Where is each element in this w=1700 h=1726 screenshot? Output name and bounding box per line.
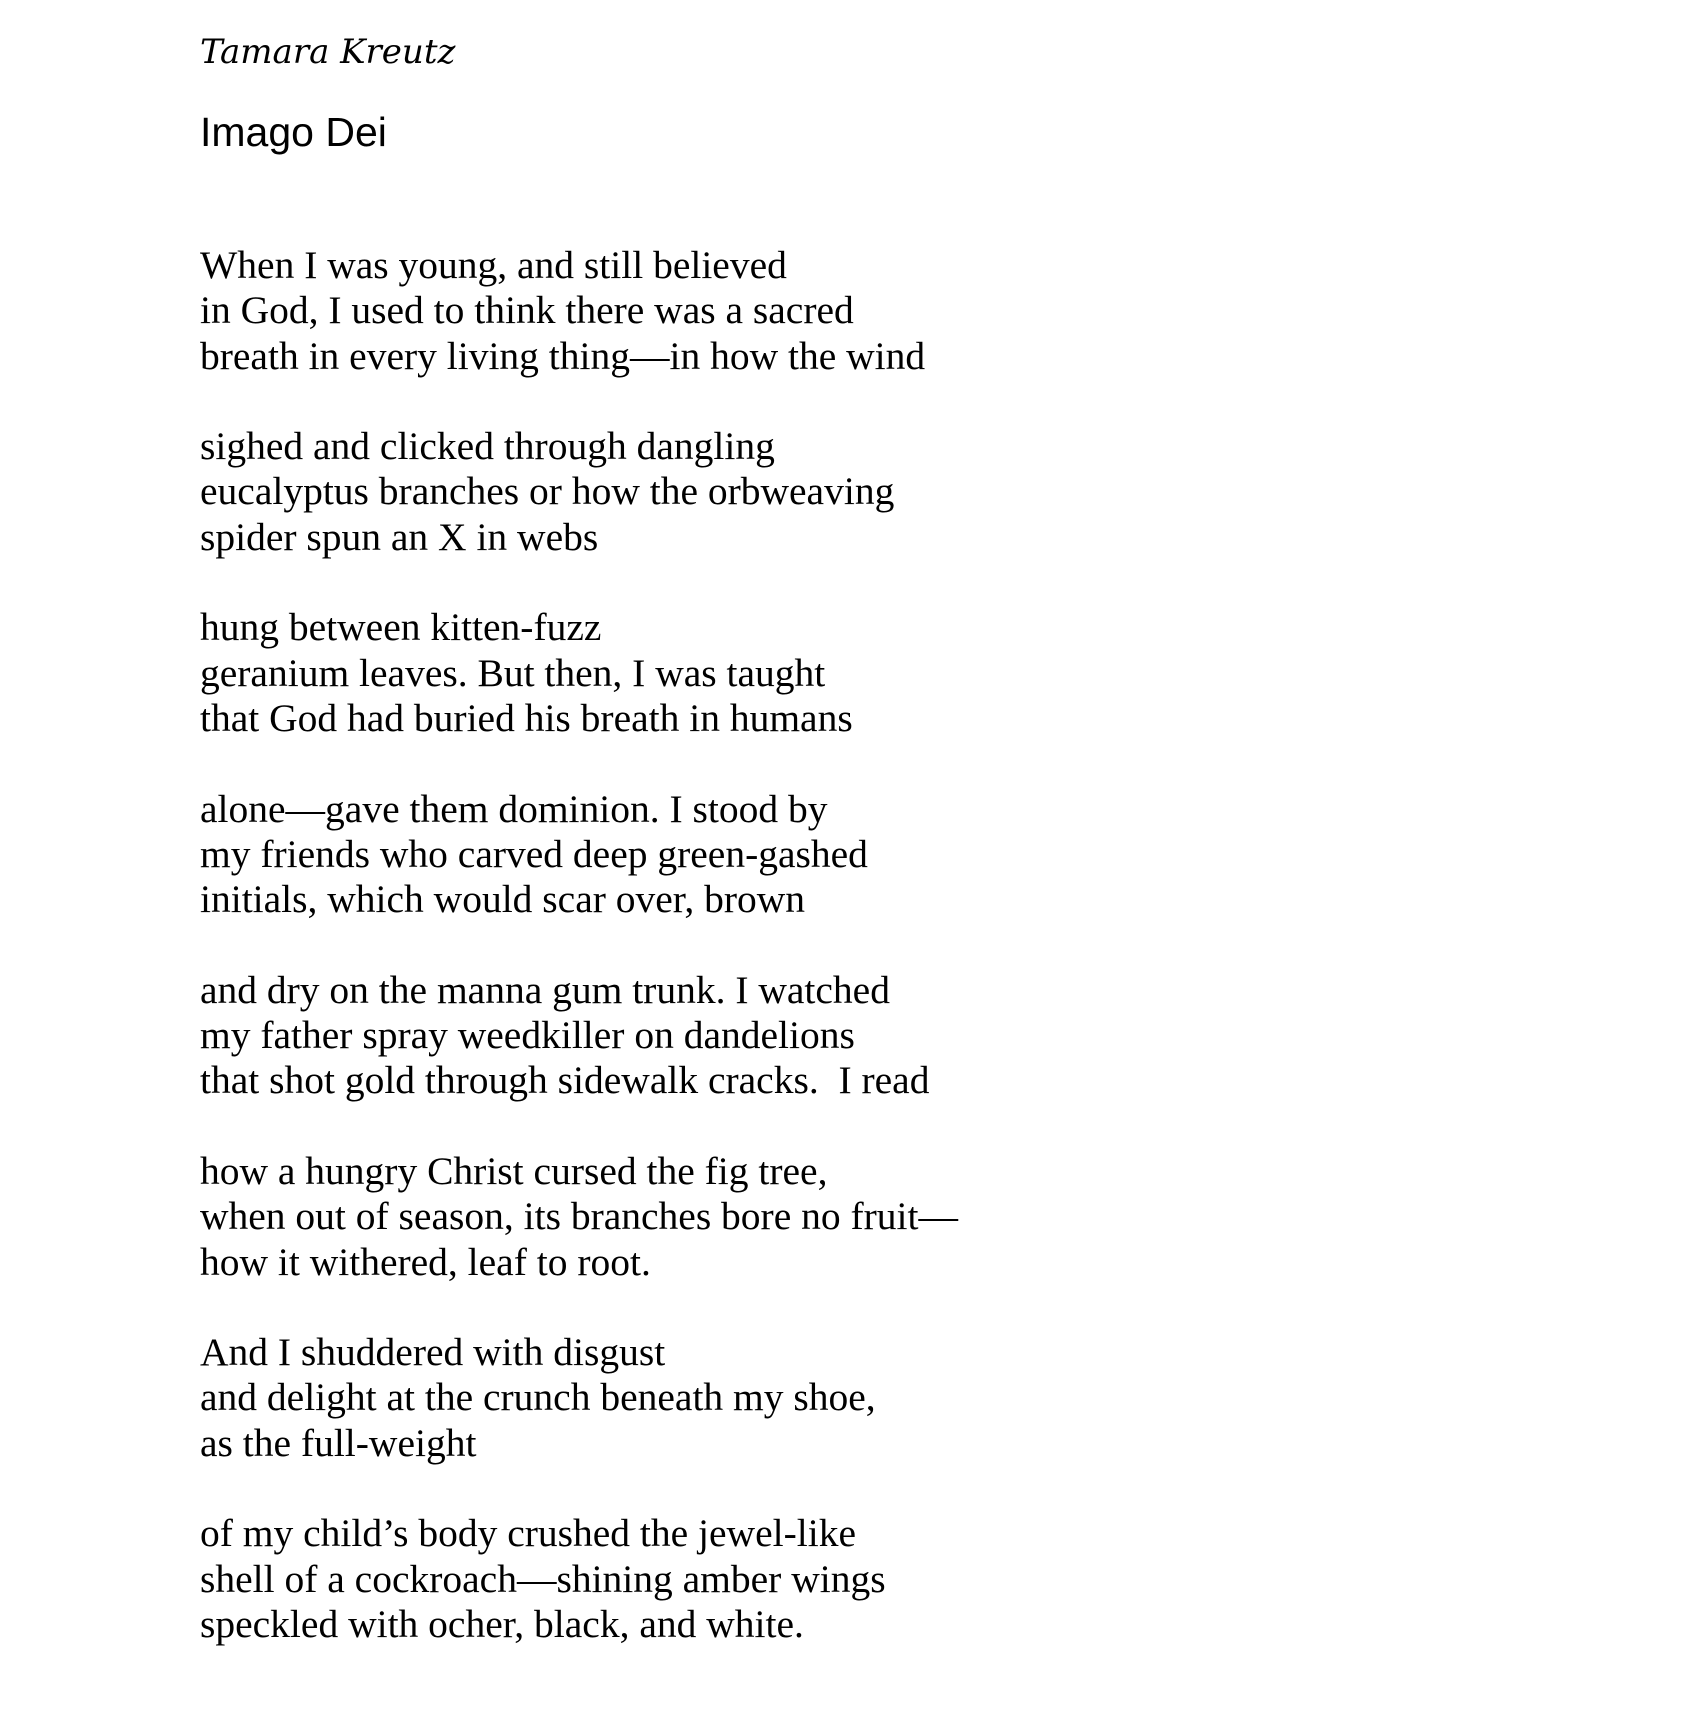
stanza-3 bbox=[200, 605, 958, 741]
stanza-2 bbox=[200, 424, 958, 560]
poem-line: of my child’s body crushed the jewel-like bbox=[200, 1511, 856, 1556]
poem-line: geranium leaves. But then, I was taught bbox=[200, 650, 826, 695]
stanza-6 bbox=[200, 1149, 958, 1285]
poem-line: my friends who carved deep green-gashed bbox=[200, 831, 868, 876]
poem-line: as the full-weight bbox=[200, 1420, 477, 1465]
poem-line: When I was young, and still believed bbox=[200, 243, 787, 287]
stanza-8 bbox=[200, 1511, 958, 1647]
poem-line: how it withered, leaf to root. bbox=[200, 1239, 651, 1284]
poem-line: shell of a cockroach—shining amber wings bbox=[200, 1556, 886, 1601]
stanza-4 bbox=[200, 787, 958, 923]
poem-line: that shot gold through sidewalk cracks. I read bbox=[200, 1058, 930, 1103]
poem-line: in God, I used to think there was a sacred bbox=[200, 288, 854, 333]
poem-line: speckled with ocher, black, and white. bbox=[200, 1601, 804, 1646]
poem-line: that God had buried his breath in humans bbox=[200, 695, 853, 740]
poem-line: spider spun an X in webs bbox=[200, 514, 599, 559]
author-name: Tamara Kreutz bbox=[200, 32, 456, 72]
stanza-1 bbox=[200, 243, 958, 379]
poem-line: and delight at the crunch beneath my shoe, bbox=[200, 1375, 876, 1420]
poem-line: initials, which would scar over, brown bbox=[200, 877, 806, 922]
poem-line: alone—gave them dominion. I stood by bbox=[200, 786, 828, 831]
stanza-7 bbox=[200, 1330, 958, 1466]
poem-line: hung between kitten-fuzz bbox=[200, 605, 602, 650]
poem-body bbox=[200, 243, 958, 1647]
poem-line: And I shuddered with disgust bbox=[200, 1330, 666, 1375]
poem-line: and dry on the manna gum trunk. I watched bbox=[200, 967, 890, 1012]
poem-line: sighed and clicked through dangling bbox=[200, 424, 775, 469]
poem-line: my father spray weedkiller on dandelions bbox=[200, 1013, 855, 1058]
poem-line: when out of season, its branches bore no fruit— bbox=[200, 1194, 959, 1239]
poem-line: breath in every living thing—in how the wind bbox=[200, 333, 926, 378]
poem-title: Imago Dei bbox=[200, 109, 387, 155]
poem-line: eucalyptus branches or how the orbweaving bbox=[200, 469, 895, 514]
stanza-5 bbox=[200, 968, 958, 1104]
poem-line: how a hungry Christ cursed the fig tree, bbox=[200, 1148, 828, 1193]
